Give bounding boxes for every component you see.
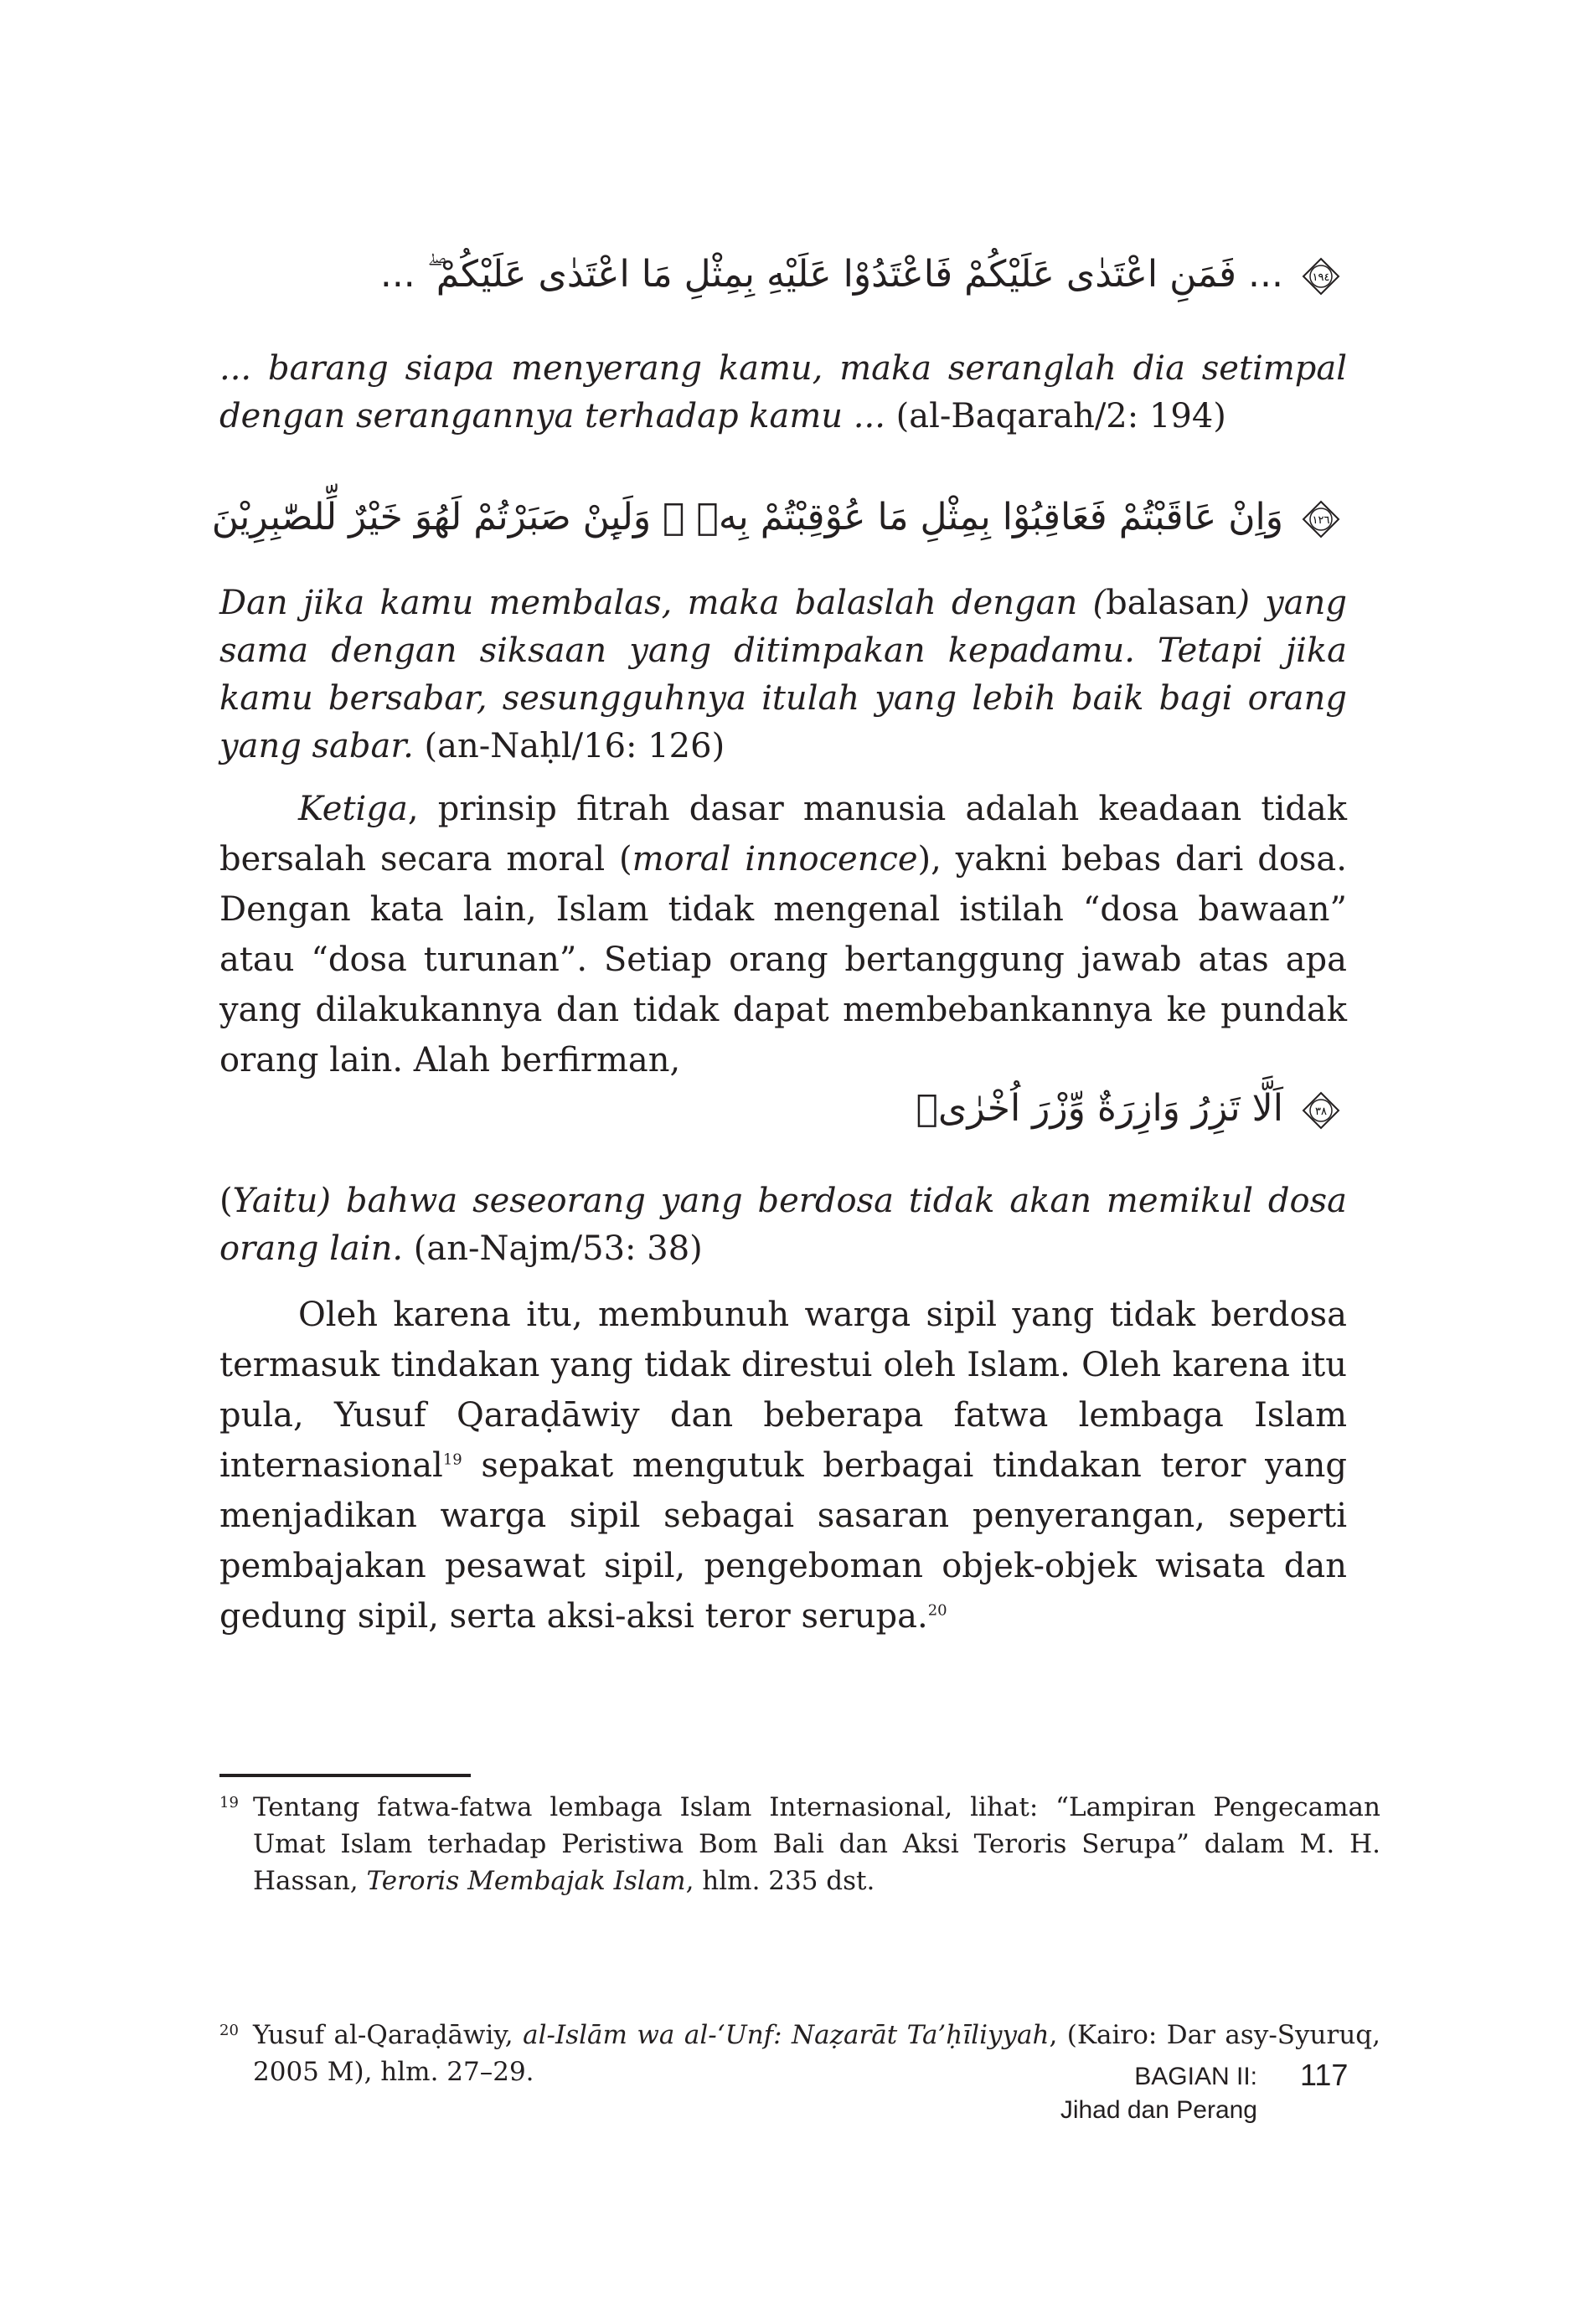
ayah-end-marker (1302, 1091, 1340, 1130)
footnote-divider (219, 1774, 471, 1777)
body-paragraph-1: Ketiga, prinsip fitrah dasar manusia adalah keadaan tidak bersalah secara moral (moral innocence), yakni bebas dari dosa. Dengan kata lain, Islam tidak mengenal istilah “dosa bawaan” atau “dosa turunan”. Setiap orang bertanggung jawab atas apa yang dilakukannya dan tidak dapat membebankannya ke pundak orang lain. Alah berfirman, (219, 790, 1347, 1080)
footnote-ref-20[interactable]: 20 (927, 1601, 947, 1620)
quran-verse-2-arabic (211, 484, 1347, 551)
footnote-20: 20 Yusuf al-Qaraḍāwiy, al-Islām wa al-‘Unf: Naẓarāt Ta’ḥīliyyah, (Kairo: Dar asy-Syuruq, 2005 M), hlm. 27–29. (219, 2017, 1380, 2090)
ayah-ornament-icon (1302, 257, 1340, 296)
quran-verse-1-arabic (219, 241, 1347, 308)
quran-verse-1-translation: ... barang siapa menyerang kamu, maka seranglah dia setimpal dengan serangannya terhadap kamu ... (al-Baqarah/2: 194) (219, 349, 1347, 435)
footnote-19: 19 Tentang fatwa-fatwa lembaga Islam Internasional, lihat: “Lampiran Pengecaman Umat Islam terhadap Peristiwa Bom Bali dan Aksi Teroris Serupa” dalam M. H. Hassan, Teroris Membajak Islam, hlm. 235 dst. (219, 1789, 1380, 1899)
quran-verse-3-translation: (Yaitu) bahwa seseorang yang berdosa tidak akan memikul dosa orang lain. (an-Najm/53: 38) (219, 1182, 1347, 1268)
ayah-number: ١٢٦ (1312, 514, 1330, 527)
section-title: Jihad dan Perang (1060, 2096, 1257, 2124)
ayah-number: ١٩٤ (1312, 271, 1330, 284)
page-number: 117 (1300, 2058, 1349, 2092)
ayah-end-marker (1302, 257, 1340, 296)
arabic-text: وَاِنْ عَاقَبْتُمْ فَعَاقِبُوْا بِمِثْلِ مَا عُوْقِبْتُمْ بِهٖ ۗ وَلَىِٕنْ صَبَرْتُمْ لَهُوَ خَيْرٌ لِّلصّٰبِرِيْنَ (211, 496, 1283, 538)
section-label: BAGIAN II: (1134, 2063, 1257, 2090)
quran-verse-2-translation: Dan jika kamu membalas, maka balaslah dengan (balasan) yang sama dengan siksaan yang ditimpakan kepadamu. Tetapi jika kamu bersabar, sesungguhnya itulah yang lebih baik bagi orang yang sabar. (an-Naḥl/16: 126) (219, 584, 1347, 765)
footnote-number: 20 (219, 2022, 239, 2039)
ayah-ornament-icon (1302, 500, 1340, 538)
verse-reference: (an-Najm/53: 38) (413, 1229, 703, 1268)
arabic-text: ... فَمَنِ اعْتَدٰى عَلَيْكُمْ فَاعْتَدُوْا عَلَيْهِ بِمِثْلِ مَا اعْتَدٰى عَلَيْكُمْ ۖ ... (379, 253, 1283, 296)
quran-verse-3-arabic (219, 1075, 1347, 1142)
arabic-text: اَلَّا تَزِرُ وَازِرَةٌ وِّزْرَ اُخْرٰىۙ (916, 1087, 1283, 1130)
verse-reference: (al-Baqarah/2: 194) (895, 397, 1226, 435)
running-footer-section (1060, 2060, 1257, 2127)
footnote-number: 19 (219, 1794, 239, 1811)
ayah-end-marker (1302, 500, 1340, 538)
footnote-ref-19[interactable]: 19 (442, 1451, 462, 1469)
ayah-ornament-icon (1302, 1091, 1340, 1130)
ayah-number: ٣٨ (1315, 1105, 1327, 1118)
body-paragraph-2: Oleh karena itu, membunuh warga sipil yang tidak berdosa termasuk tindakan yang tidak direstui oleh Islam. Oleh karena itu pula, Yusuf Qaraḍāwiy dan beberapa fatwa lembaga Islam internasional$^{19}$ sepakat mengutuk berbagai tindakan teror yang menjadikan warga sipil sebagai sasaran penyerangan, seperti pembajakan pesawat sipil, pengeboman objek-objek wisata dan gedung sipil, serta aksi-aksi teror serupa.$^{20}$ (219, 1296, 1347, 1636)
verse-reference: (an-Naḥl/16: 126) (424, 727, 725, 765)
